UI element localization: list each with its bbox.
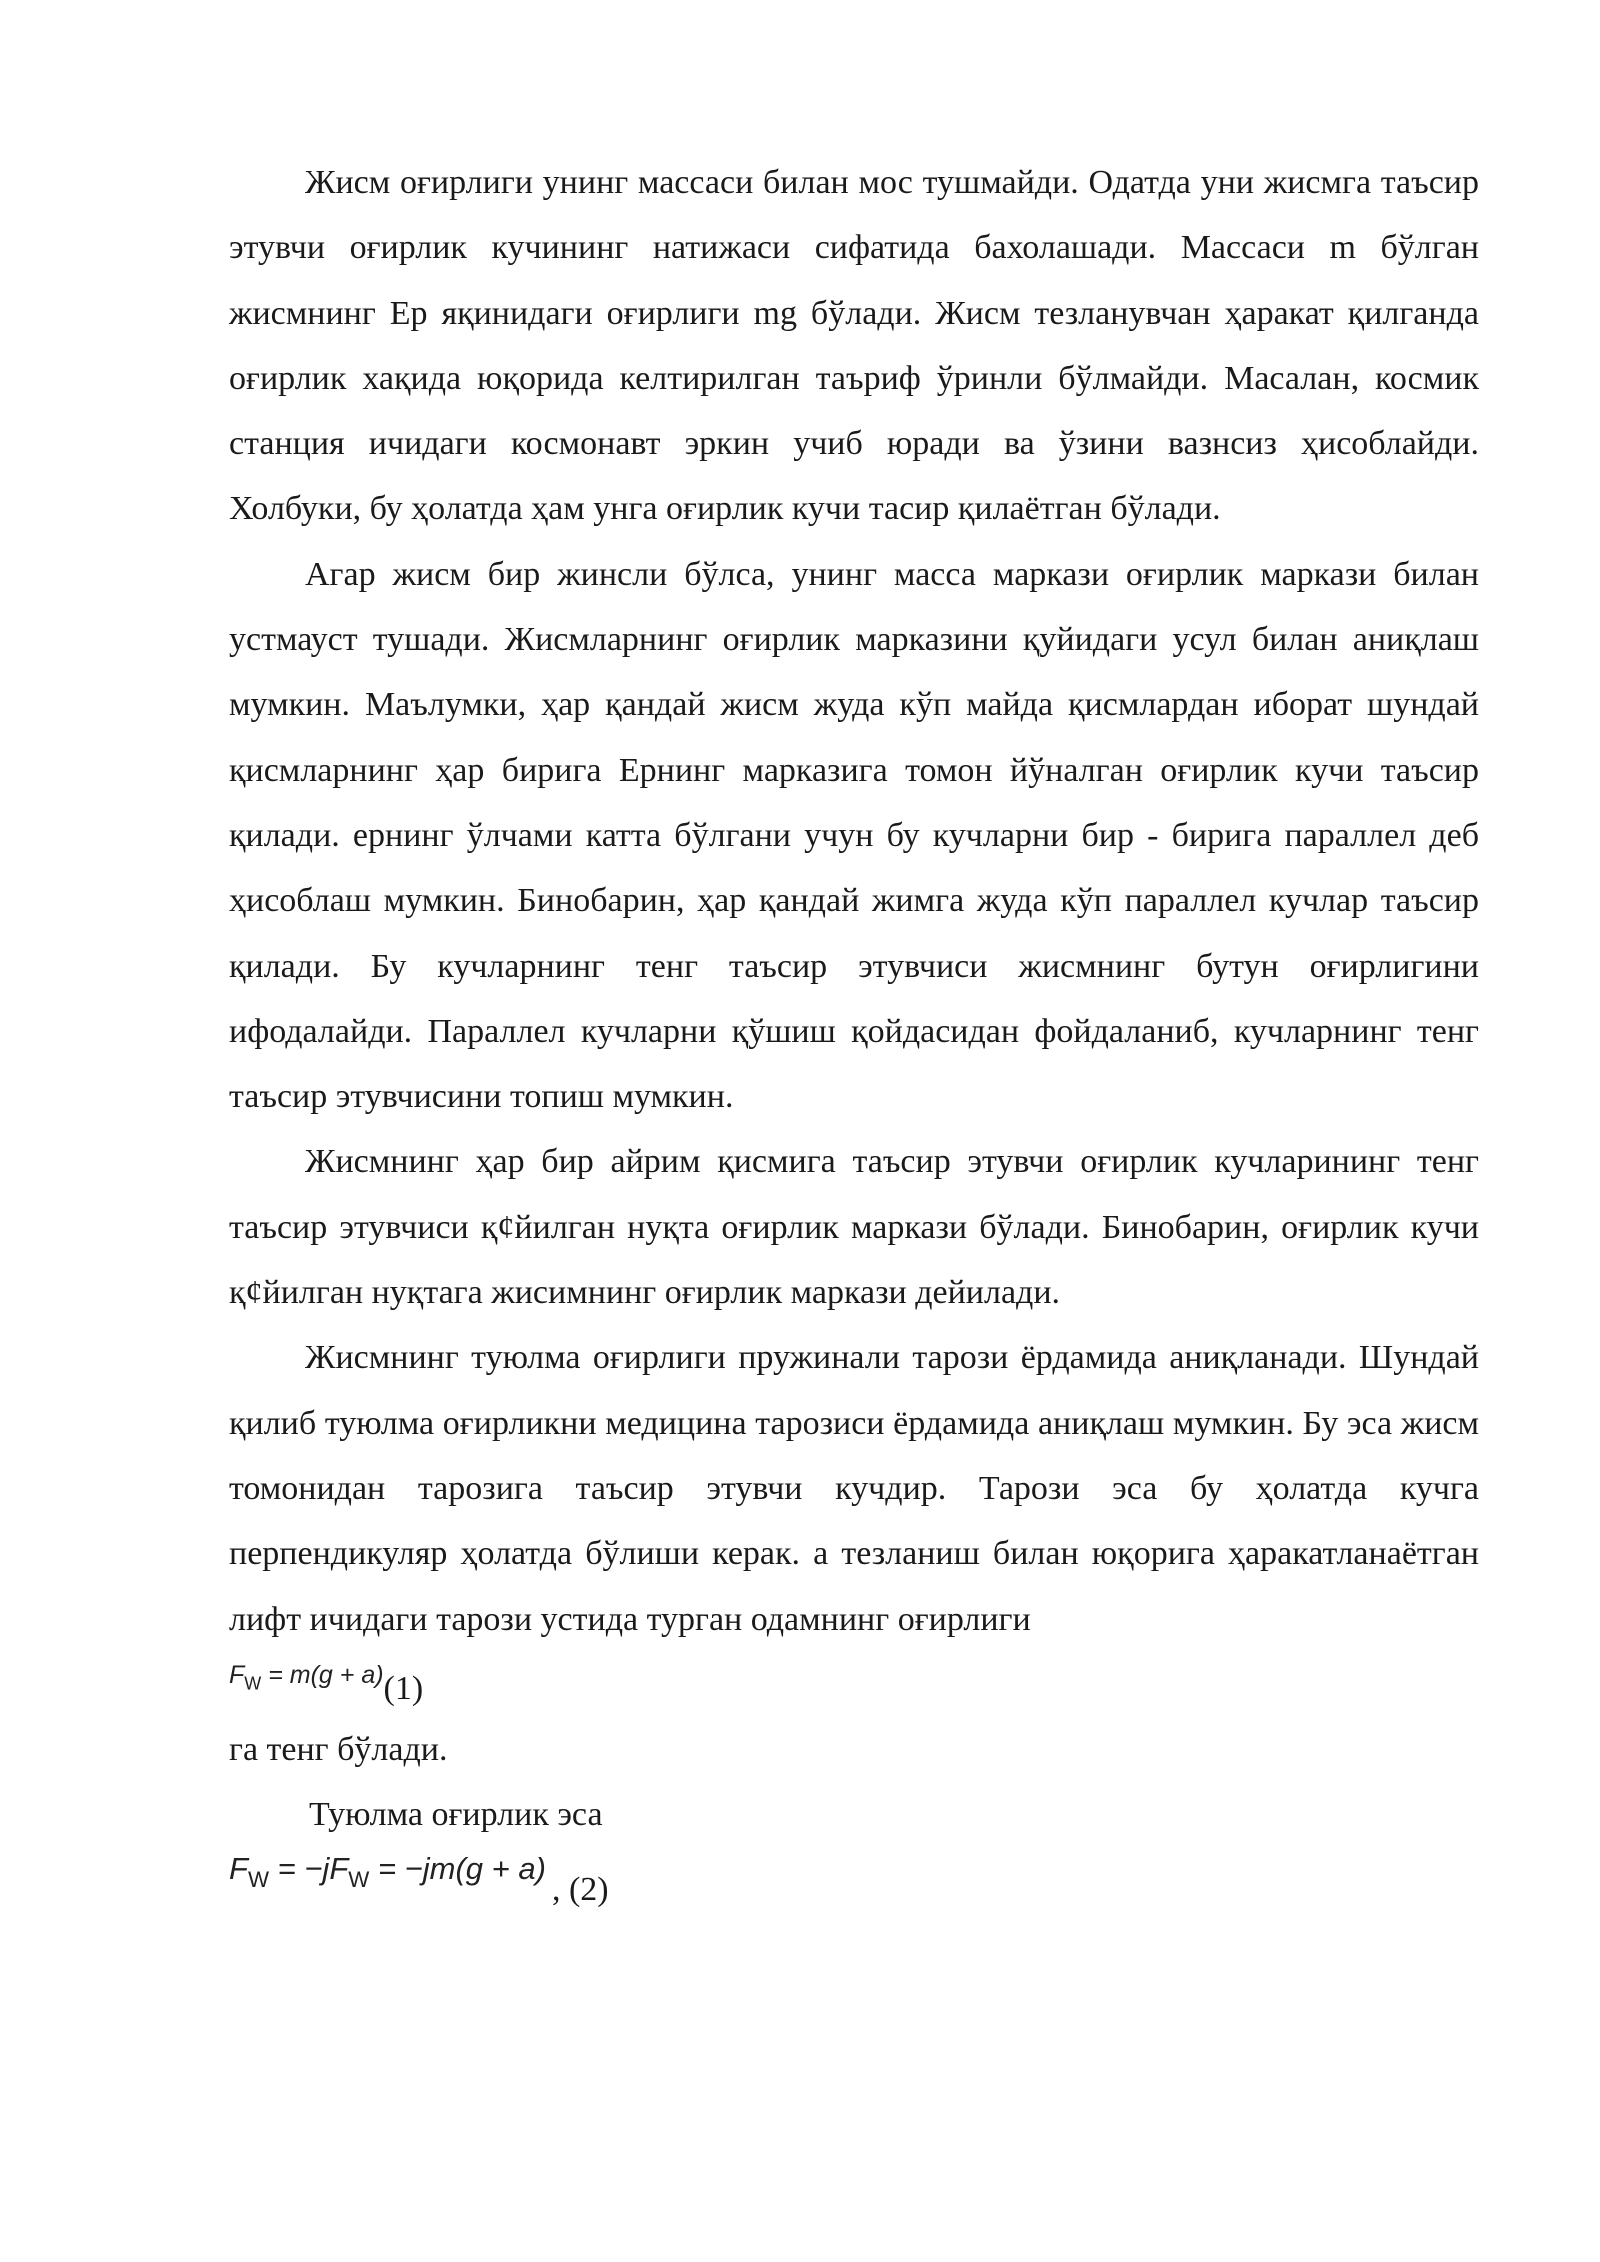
document-page <box>229 150 1479 1912</box>
formula-2-line <box>229 1847 1479 1912</box>
formula-2: $F_W = -jF_W = -jm(g + a)$ <box>229 1851 546 1893</box>
formula-2-number: , (2) <box>551 1871 609 1909</box>
paragraph-weight-mass: Жисм оғирлиги унинг массаси билан мос тушмайди. Одатда уни жисмга таъсир этувчи оғирлик кучининг натижаси сифатида бахолашади. Массаси m бўлган жисмнинг Ер яқинидаги оғирлиги mg бўлади. Жисм тезланувчан ҳаракат қилганда оғирлик хақида юқорида келтирилган таъриф ўринли бўлмайди. Масалан, космик станция ичидаги космонавт эркин учиб юради ва ўзини вазнсиз ҳисоблайди. Холбуки, бу ҳолатда ҳам унга оғирлик кучи тасир қилаётган бўлади. <box>229 164 1479 528</box>
paragraph-apparent-weight: Жисмнинг туюлма оғирлиги пружинали тарози ёрдамида аниқланади. Шундай қилиб туюлма оғирликни медицина тарозиси ёрдамида аниқлаш мумкин. Бу эса жисм томонидан тарозига таъсир этувчи кучдир. Тарози эса бу ҳолатда кучга перпендикуляр ҳолатда бўлиши керак. a тезланиш билан юқорига ҳаракатланаётган лифт ичидаги тарози устида турган одамнинг оғирлиги <box>229 1339 1479 1638</box>
formula-1: $F_W = m(g + a)$ <box>229 1661 384 1694</box>
formula-1-line <box>229 1652 1479 1717</box>
formula-1-number: (1) <box>383 1669 424 1707</box>
text-after-formula-1: га тенг бўлади. <box>229 1730 448 1768</box>
paragraph-gravity-point: Жисмнинг ҳар бир айрим қисмига таъсир этувчи оғирлик кучларининг тенг таъсир этувчиси қ¢йилган нуқта оғирлик маркази бўлади. Бинобарин, оғирлик кучи қ¢йилган нуқтага жисимнинг оғирлик маркази дейилади. <box>229 1143 1479 1312</box>
text-intro-formula-2: Туюлма оғирлик эса <box>309 1796 603 1834</box>
paragraph-center-of-gravity: Агар жисм бир жинсли бўлса, унинг масса маркази оғирлик маркази билан устмауст тушади. Жисмларнинг оғирлик марказини қуйидаги усул билан аниқлаш мумкин. Маълумки, ҳар қандай жисм жуда кўп майда қисмлардан иборат шундай қисмларнинг ҳар бирига Ернинг марказига томон йўналган оғирлик кучи таъсир қилади. ернинг ўлчами катта бўлгани учун бу кучларни бир - бирига параллел деб ҳисоблаш мумкин. Бинобарин, ҳар қандай жимга жуда кўп параллел кучлар таъсир қилади. Бу кучларнинг тенг таъсир этувчиси жисмнинг бутун оғирлигини ифодалайди. Параллел кучларни қўшиш қойдасидан фойдаланиб, кучларнинг тенг таъсир этувчисини топиш мумкин. <box>229 555 1479 1116</box>
